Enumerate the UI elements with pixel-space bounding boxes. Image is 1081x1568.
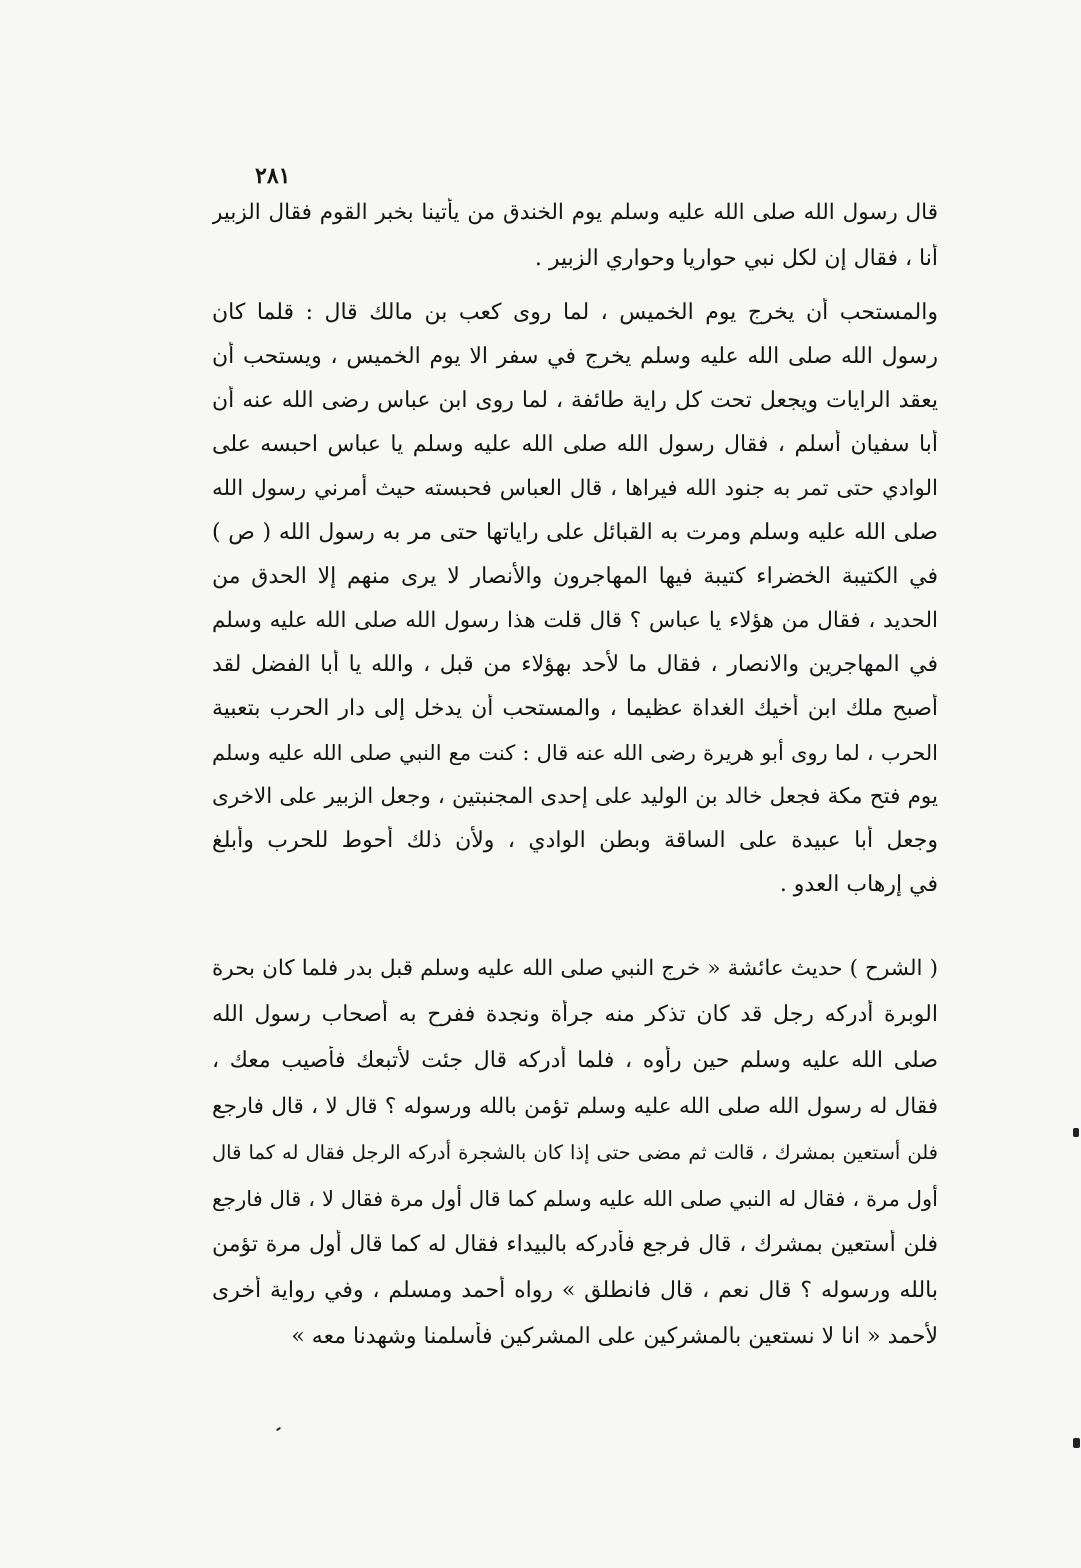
text-line: الحرب ، لما روى أبو هريرة رضى الله عنه قال : كنت مع النبي صلى الله عليه وسلم (212, 741, 938, 765)
text-line: في إرهاب العدو . (779, 872, 938, 897)
text-line: أول مرة ، فقال له النبي صلى الله عليه وسلم كما قال أول مرة فقال لا ، قال فارجع (212, 1187, 938, 1211)
text-line: الوادي حتى تمر به جنود الله فيراها ، قال العباس فحبسته حيث أمرني رسول الله (212, 476, 938, 501)
page-number: ٢٨١ (255, 163, 291, 189)
scan-speck (276, 1427, 281, 1432)
text-line: في الكتيبة الخضراء كتيبة فيها المهاجرون والأنصار لا يرى منهم إلا الحدق من (212, 564, 938, 589)
scan-speck (1073, 1438, 1080, 1448)
text-line: رسول الله صلى الله عليه وسلم يخرج في سفر الا يوم الخميس ، ويستحب أن (212, 344, 938, 369)
text-line: فقال له رسول الله صلى الله عليه وسلم تؤمن بالله ورسوله ؟ قال لا ، قال فارجع (212, 1094, 938, 1119)
text-line: فلن أستعين بمشرك ، قالت ثم مضى حتى إذا كان بالشجرة أدركه الرجل فقال له كما قال (212, 1141, 938, 1164)
text-line: الحديد ، فقال من هؤلاء يا عباس ؟ قال قلت هذا رسول الله صلى الله عليه وسلم (212, 608, 938, 633)
scan-speck (1073, 1128, 1079, 1137)
text-line: ( الشرح ) حديث عائشة « خرج النبي صلى الله عليه وسلم قبل بدر فلما كان بحرة (212, 956, 938, 981)
text-line: فلن أستعين بمشرك ، قال فرجع فأدركه بالبيداء فقال له كما قال أول مرة تؤمن (212, 1232, 938, 1257)
text-line: والمستحب أن يخرج يوم الخميس ، لما روى كعب بن مالك قال : قلما كان (212, 300, 938, 325)
text-line: يوم فتح مكة فجعل خالد بن الوليد على إحدى المجنبتين ، وجعل الزبير على الاخرى (212, 784, 938, 809)
text-line: يعقد الرايات ويجعل تحت كل راية طائفة ، لما روى ابن عباس رضى الله عنه أن (212, 388, 938, 413)
text-line: أنا ، فقال إن لكل نبي حواريا وحواري الزبير . (534, 246, 938, 271)
text-line: صلى الله عليه وسلم ومرت به القبائل على راياتها حتى مر به رسول الله ( ص ) (212, 520, 938, 545)
text-line: الوبرة أدركه رجل قد كان تذكر منه جرأة ونجدة ففرح به أصحاب رسول الله (212, 1002, 938, 1027)
text-line: صلى الله عليه وسلم حين رأوه ، فلما أدركه قال جئت لأتبعك فأصيب معك ، (212, 1048, 938, 1073)
text-line: أصبح ملك ابن أخيك الغداة عظيما ، والمستحب أن يدخل إلى دار الحرب بتعبية (212, 696, 938, 721)
text-line: بالله ورسوله ؟ قال نعم ، قال فانطلق » رواه أحمد ومسلم ، وفي رواية أخرى (212, 1278, 938, 1303)
text-line: في المهاجرين والانصار ، فقال ما لأحد بهؤلاء من قبل ، والله يا أبا الفضل لقد (212, 652, 938, 677)
text-line: وجعل أبا عبيدة على الساقة وبطن الوادي ، ولأن ذلك أحوط للحرب وأبلغ (212, 828, 938, 853)
text-line: قال رسول الله صلى الله عليه وسلم يوم الخندق من يأتينا بخبر القوم فقال الزبير (212, 200, 938, 225)
text-line: لأحمد « انا لا نستعين بالمشركين على المشركين فأسلمنا وشهدنا معه » (291, 1324, 938, 1349)
text-line: أبا سفيان أسلم ، فقال رسول الله صلى الله عليه وسلم يا عباس احبسه على (212, 432, 938, 457)
